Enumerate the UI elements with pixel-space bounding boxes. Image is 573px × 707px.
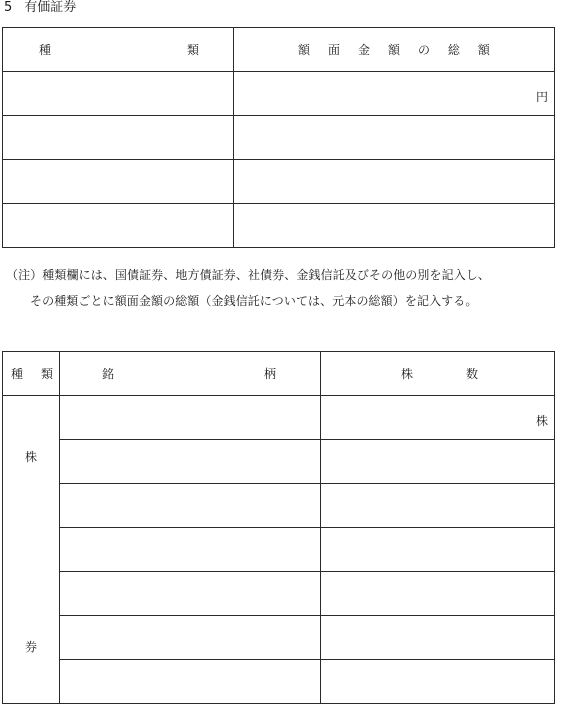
shares-cell[interactable] [321,484,555,528]
shares-header-char: 数 [465,367,478,381]
kind-cell[interactable] [3,116,234,160]
total-header-char: 金 [357,43,370,57]
stock-kind-char: 券 [25,640,38,654]
kind-header-char: 類 [40,367,53,381]
table-row [3,116,555,160]
table-row [3,484,555,528]
table-row [3,440,555,484]
table-row [3,396,555,440]
note-line-2: その種類ごとに額面金額の総額（金銭信託については、元本の総額）を記入する。 [30,294,478,308]
section-number: 5 [4,0,13,15]
total-header-char: の [417,43,430,57]
brand-cell[interactable] [60,572,321,616]
brand-cell[interactable] [60,528,321,572]
total-header-char: 額 [298,43,311,57]
brand-header-char: 柄 [263,367,276,381]
shares-cell[interactable] [321,440,555,484]
brand-cell[interactable] [60,396,321,440]
brand-header-char: 銘 [102,367,115,381]
stock-kind-char: 株 [25,450,38,464]
table-row [3,160,555,204]
shares-cell[interactable] [321,660,555,704]
shares-cell[interactable] [321,396,555,440]
total-header-char: 額 [387,43,400,57]
stock-kind-cell [3,396,60,704]
note-text [6,262,490,314]
table-row [3,528,555,572]
table-row [3,572,555,616]
shares-header-char: 株 [401,367,414,381]
total-cell[interactable] [234,204,555,248]
table-row [3,660,555,704]
total-cell[interactable] [234,72,555,116]
total-header-char: 額 [477,43,490,57]
kind-cell[interactable] [3,160,234,204]
kind-cell[interactable] [3,204,234,248]
table-header-row [3,352,555,396]
shares-header [321,352,555,396]
brand-header [60,352,321,396]
table-header-row [3,28,555,72]
kind-header-char: 種 [39,43,52,57]
shares-cell[interactable] [321,528,555,572]
shares-cell[interactable] [321,616,555,660]
kind-header-char: 類 [186,43,199,57]
total-header-char: 総 [447,43,460,57]
kind-header [3,352,60,396]
kind-header [3,28,234,72]
table-row [3,72,555,116]
kind-cell[interactable] [3,72,234,116]
shares-cell[interactable] [321,572,555,616]
table-row [3,616,555,660]
yen-unit-label: 円 [535,90,548,104]
shares-unit-label: 株 [535,414,548,428]
face-value-total-header [234,28,555,72]
total-header-char: 面 [327,43,340,57]
brand-cell[interactable] [60,484,321,528]
table-row [3,204,555,248]
securities-total-table [2,27,555,248]
brand-cell[interactable] [60,440,321,484]
stock-holdings-table [2,351,555,704]
brand-cell[interactable] [60,616,321,660]
kind-header-char: 種 [11,367,24,381]
section-title-text: 有価証券 [24,0,77,15]
section-heading [4,0,76,16]
note-line-1: （注）種類欄には、国債証券、地方債証券、社債券、金銭信託及びその他の別を記入し、 [6,268,491,282]
total-cell[interactable] [234,160,555,204]
brand-cell[interactable] [60,660,321,704]
total-cell[interactable] [234,116,555,160]
